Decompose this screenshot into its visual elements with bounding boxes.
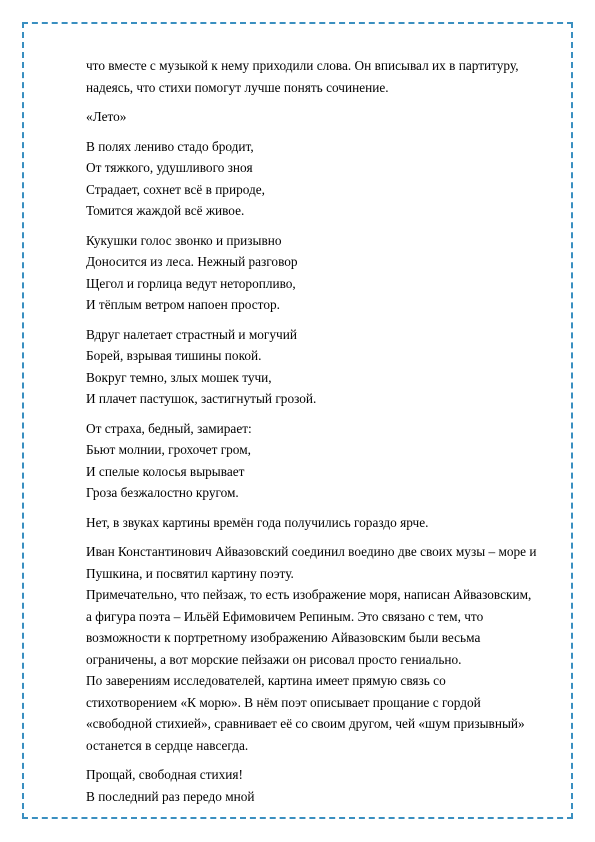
poem-line: Вдруг налетает страстный и могучий — [86, 326, 297, 342]
closing-poem — [86, 764, 566, 807]
poem-stanza-4 — [86, 418, 566, 504]
poem-line: Щегол и горлица ведут неторопливо, — [86, 275, 296, 291]
text-line: а фигура поэта – Ильёй Ефимовичем Репиным. Это связано с тем, что — [86, 608, 484, 624]
poem-line: Вокруг темно, злых мошек тучи, — [86, 369, 272, 385]
poem-line: Кукушки голос звонко и призывно — [86, 232, 282, 248]
text-line: надеясь, что стихи помогут лучше понять сочинение. — [86, 79, 389, 95]
intro-paragraph — [86, 55, 566, 98]
poem-stanza-3 — [86, 324, 566, 410]
poem-line: Гроза безжалостно кругом. — [86, 485, 239, 500]
poem-line: Прощай, свободная стихия! — [86, 767, 243, 782]
poem-line: Страдает, сохнет всё в природе, — [86, 181, 265, 197]
poem-line: И плачет пастушок, застигнутый грозой. — [86, 391, 317, 406]
poem-line: В последний раз передо мной — [86, 788, 255, 804]
text-line: Пушкина, и посвятил картину поэту. — [86, 565, 294, 581]
text-line: стихотворением «К морю». В нём поэт описывает прощание с гордой — [86, 694, 481, 710]
poem-line: Томится жаждой всё живое. — [86, 203, 245, 218]
poem-line: В полях лениво стадо бродит, — [86, 138, 254, 154]
poem-line: От страха, бедный, замирает: — [86, 420, 252, 436]
text-line: Примечательно, что пейзаж, то есть изображение моря, написан Айвазовским, — [86, 587, 532, 602]
poem-title: «Лето» — [86, 109, 127, 124]
text-line: По заверениям исследователей, картина имеет прямую связь со — [86, 673, 446, 688]
conclusion-paragraph: Нет, в звуках картины времён года получились гораздо ярче. — [86, 514, 429, 530]
text-line: «свободной стихией», сравнивает её со своим другом, чей «шум призывный» — [86, 716, 525, 731]
poem-line: Доносится из леса. Нежный разговор — [86, 254, 298, 269]
poem-line: Борей, взрывая тишины покой. — [86, 348, 262, 363]
aivazovsky-paragraph — [86, 541, 566, 756]
poem-line: И тёплым ветром напоен простор. — [86, 297, 280, 312]
text-line: возможности к портретному изображению Айвазовским были весьма — [86, 630, 481, 645]
text-line: останется в сердце навсегда. — [86, 737, 249, 753]
poem-stanza-2 — [86, 230, 566, 316]
poem-line: От тяжкого, удушливого зноя — [86, 160, 253, 175]
text-line: что вместе с музыкой к нему приходили слова. Он вписывал их в партитуру, — [86, 58, 519, 73]
poem-line: И спелые колосья вырывает — [86, 463, 245, 479]
document-body — [86, 55, 566, 807]
poem-line: Бьют молнии, грохочет гром, — [86, 442, 251, 457]
text-line: Иван Константинович Айвазовский соединил воедино две своих музы – море и — [86, 544, 537, 559]
text-line: ограничены, а вот морские пейзажи он рисовал просто гениально. — [86, 651, 462, 667]
poem-stanza-1 — [86, 136, 566, 222]
